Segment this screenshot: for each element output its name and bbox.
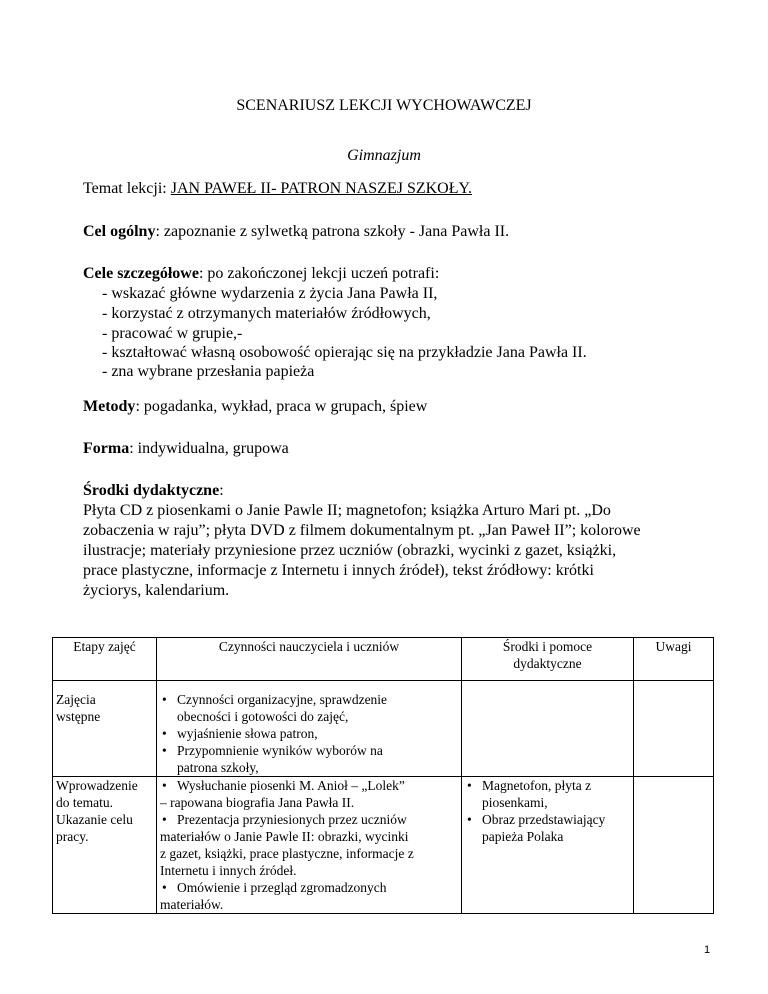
- form-value: : indywidualna, grupowa: [129, 440, 289, 457]
- form-label: Forma: [83, 440, 130, 457]
- activity-line: patrona szkoły,: [177, 760, 259, 775]
- header-aids-line: Środki i pomoce: [502, 639, 593, 654]
- stage-cell: [53, 777, 157, 914]
- table-row: [53, 777, 714, 914]
- activity-line: • Czynności organizacyjne, sprawdzenie: [177, 692, 388, 707]
- general-goal-line: [83, 222, 683, 242]
- activity-line: obecności i gotowości do zajęć,: [177, 709, 349, 724]
- detailed-goal-item: - wskazać główne wydarzenia z życia Jana Pawła II,: [102, 285, 438, 302]
- activity-line: Wysłuchanie piosenki M. Anioł – „Lolek”: [177, 778, 405, 793]
- header-notes: Uwagi: [634, 638, 714, 681]
- header-aids-line: dydaktyczne: [513, 656, 582, 671]
- activity-line: materiałów o Janie Pawle II: obrazki, wycinki: [160, 829, 409, 844]
- notes-cell: [634, 681, 714, 777]
- detailed-goal-item: - kształtować własną osobowość opierając się na przykładzie Jana Pawła II.: [102, 344, 587, 361]
- bullet: •: [162, 812, 167, 827]
- aid-line: • Magnetofon, płyta z: [482, 778, 592, 793]
- list-item: [465, 777, 630, 811]
- general-goal-value: : zapoznanie z sylwetką patrona szkoły - Jana Pawła II.: [155, 223, 510, 240]
- activities-list: [160, 691, 458, 776]
- aid-line: piosenkami,: [482, 795, 548, 810]
- methods-line: [83, 397, 683, 417]
- table-header-row: [53, 638, 714, 681]
- aid-line: • Obraz przedstawiający: [482, 812, 606, 827]
- activities-cell: [157, 681, 462, 777]
- stage-line: wstępne: [56, 709, 101, 724]
- activity-line: • Przypomnienie wyników wyborów na: [177, 743, 383, 758]
- methods-value: : pogadanka, wykład, praca w grupach, śpiew: [135, 398, 428, 415]
- aids-cell: [462, 681, 634, 777]
- list-item: [465, 811, 630, 845]
- detailed-goals-label: Cele szczegółowe: [83, 265, 199, 282]
- bullet: •: [162, 778, 167, 793]
- list-item: [160, 777, 458, 794]
- activity-line: • wyjaśnienie słowa patron,: [177, 726, 318, 741]
- detailed-goal-item: - zna wybrane przesłania papieża: [102, 363, 315, 380]
- table-row: [53, 681, 714, 777]
- aids-line: Płyta CD z piosenkami o Janie Pawle II; magnetofon; książka Arturo Mari pt. „Do: [83, 502, 611, 519]
- list-item: [160, 879, 458, 896]
- stage-line: Ukazanie celu: [56, 812, 133, 827]
- list-item: [160, 691, 458, 725]
- aids-line: zobaczenia w raju”; płyta DVD z filmem dokumentalnym pt. „Jan Paweł II”; kolorowe: [83, 522, 641, 539]
- aid-line: papieża Polaka: [482, 829, 564, 844]
- aids-list: [465, 777, 630, 845]
- notes-cell: [634, 777, 714, 914]
- topic-value: JAN PAWEŁ II- PATRON NASZEJ SZKOŁY.: [170, 180, 472, 197]
- activity-line: z gazet, książki, prace plastyczne, informacje z: [160, 846, 414, 861]
- header-aids: [462, 638, 634, 681]
- page-number: 1: [704, 944, 711, 956]
- detailed-goal-item: - pracować w grupie,-: [102, 325, 243, 342]
- list-item: [160, 811, 458, 828]
- document-subtitle: Gimnazjum: [347, 147, 421, 164]
- activity-line: materiałów.: [160, 897, 224, 912]
- aids-cell: [462, 777, 634, 914]
- aids-line: ilustracje; materiały przyniesione przez uczniów (obrazki, wycinki z gazet, książki,: [83, 542, 617, 559]
- stage-line: Wprowadzenie: [56, 778, 138, 793]
- aids-heading: [83, 481, 683, 501]
- list-item: [160, 742, 458, 776]
- activity-line: Prezentacja przyniesionych przez uczniów: [177, 812, 407, 827]
- activities-cell: [157, 777, 462, 914]
- aids-line: prace plastyczne, informacje z Internetu i innych źródeł), tekst źródłowy: krótki: [83, 562, 594, 579]
- detailed-goals-heading: [83, 264, 683, 284]
- aids-line: życiorys, kalendarium.: [83, 582, 230, 599]
- detailed-goals-intro: : po zakończonej lekcji uczeń potrafi:: [198, 265, 440, 282]
- aids-colon: :: [219, 482, 224, 499]
- aids-label: Środki dydaktyczne: [83, 482, 220, 499]
- general-goal-label: Cel ogólny: [83, 223, 156, 240]
- topic-line: [83, 179, 683, 199]
- methods-label: Metody: [83, 398, 136, 415]
- stage-cell: [53, 681, 157, 777]
- activity-line: Internetu i innych źródeł.: [160, 863, 297, 878]
- header-activities: Czynności nauczyciela i uczniów: [157, 638, 462, 681]
- activity-line: Omówienie i przegląd zgromadzonych: [177, 880, 387, 895]
- bullet: •: [162, 880, 167, 895]
- detailed-goal-item: - korzystać z otrzymanych materiałów źródłowych,: [102, 305, 431, 322]
- stage-line: pracy.: [56, 829, 89, 844]
- header-stages: Etapy zajęć: [53, 638, 157, 681]
- lesson-plan-table: [52, 637, 714, 914]
- list-item: [160, 725, 458, 742]
- stage-line: do tematu.: [56, 795, 113, 810]
- form-line: [83, 439, 683, 459]
- stage-line: Zajęcia: [56, 692, 96, 707]
- topic-label: Temat lekcji:: [83, 180, 171, 197]
- document-title: SCENARIUSZ LEKCJI WYCHOWAWCZEJ: [236, 97, 532, 114]
- activity-line: – rapowana biografia Jana Pawła II.: [160, 795, 355, 810]
